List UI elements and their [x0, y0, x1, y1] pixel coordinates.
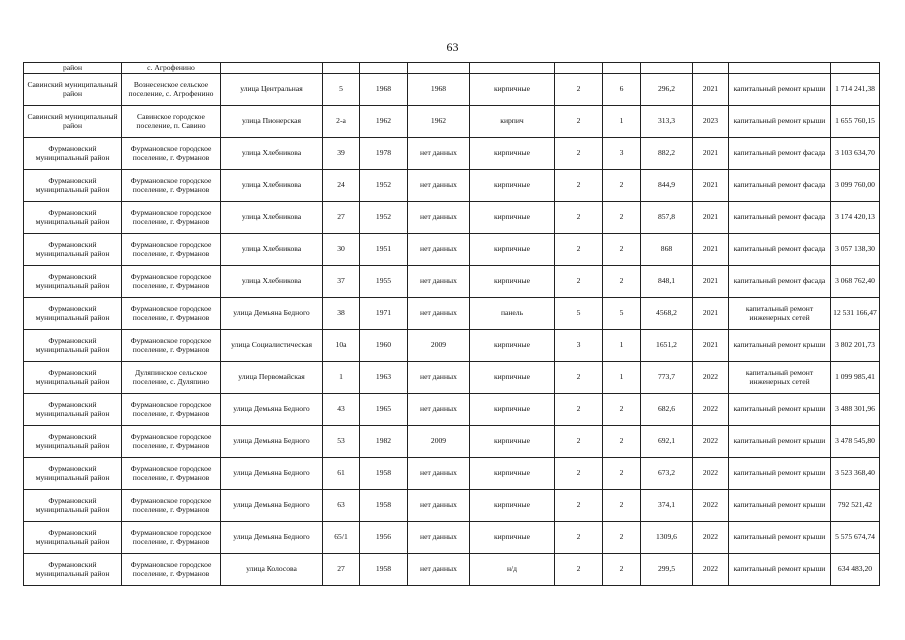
cell-walls: кирпичные — [470, 490, 555, 522]
cell-area: 1651,2 — [641, 330, 693, 362]
table-row — [24, 74, 880, 106]
cell-year-built — [360, 63, 408, 74]
cell-street: улица Демьяна Бедного — [221, 298, 323, 330]
cell-settlement: Фурмановское городское поселение, г. Фурманов — [122, 170, 221, 202]
cell-work: капитальный ремонт крыши — [729, 74, 831, 106]
cell-year-plan: 2021 — [693, 202, 729, 234]
cell-apartments: 2 — [603, 202, 641, 234]
cell-apartments: 2 — [603, 170, 641, 202]
cell-floors: 2 — [555, 490, 603, 522]
cell-year-plan: 2022 — [693, 490, 729, 522]
cell-work: капитальный ремонт крыши — [729, 330, 831, 362]
cell-area: 299,5 — [641, 554, 693, 586]
cell-walls: кирпич — [470, 106, 555, 138]
cell-year-plan: 2022 — [693, 394, 729, 426]
cell-work: капитальный ремонт фасада — [729, 138, 831, 170]
cell-work: капитальный ремонт инженерных сетей — [729, 298, 831, 330]
cell-district: Савинский муниципальный район — [24, 74, 122, 106]
cell-apartments: 2 — [603, 522, 641, 554]
cell-apartments: 2 — [603, 490, 641, 522]
cell-area: 682,6 — [641, 394, 693, 426]
cell-year-built: 1956 — [360, 522, 408, 554]
table-body — [24, 63, 880, 586]
cell-settlement: Савинское городское поселение, п. Савино — [122, 106, 221, 138]
cell-year-plan: 2022 — [693, 426, 729, 458]
cell-settlement: Фурмановское городское поселение, г. Фурманов — [122, 554, 221, 586]
table-row — [24, 394, 880, 426]
cell-house: 39 — [323, 138, 360, 170]
cell-floors: 2 — [555, 362, 603, 394]
cell-year-plan: 2023 — [693, 106, 729, 138]
cell-year-plan: 2021 — [693, 138, 729, 170]
cell-cost: 5 575 674,74 — [831, 522, 880, 554]
table-row — [24, 490, 880, 522]
cell-street: улица Демьяна Бедного — [221, 490, 323, 522]
cell-house: 27 — [323, 554, 360, 586]
cell-floors: 2 — [555, 202, 603, 234]
cell-district: Фурмановский муниципальный район — [24, 234, 122, 266]
cell-settlement: Дуляпинское сельское поселение, с. Дуляпино — [122, 362, 221, 394]
cell-area: 857,8 — [641, 202, 693, 234]
cell-district: Фурмановский муниципальный район — [24, 170, 122, 202]
cell-year-privatized — [408, 63, 470, 74]
cell-year-built: 1968 — [360, 74, 408, 106]
cell-area: 882,2 — [641, 138, 693, 170]
cell-work: капитальный ремонт фасада — [729, 170, 831, 202]
cell-year-plan: 2021 — [693, 234, 729, 266]
cell-year-privatized: 2009 — [408, 330, 470, 362]
cell-floors: 2 — [555, 74, 603, 106]
table-row — [24, 170, 880, 202]
cell-area: 692,1 — [641, 426, 693, 458]
cell-area — [641, 63, 693, 74]
cell-year-privatized: 1968 — [408, 74, 470, 106]
cell-cost: 3 523 368,40 — [831, 458, 880, 490]
cell-area: 374,1 — [641, 490, 693, 522]
cell-district: Фурмановский муниципальный район — [24, 522, 122, 554]
cell-year-plan: 2022 — [693, 458, 729, 490]
cell-year-plan — [693, 63, 729, 74]
cell-apartments: 1 — [603, 362, 641, 394]
cell-cost: 3 488 301,96 — [831, 394, 880, 426]
cell-settlement: Фурмановское городское поселение, г. Фурманов — [122, 394, 221, 426]
cell-apartments: 2 — [603, 266, 641, 298]
cell-walls: кирпичные — [470, 362, 555, 394]
cell-year-plan: 2021 — [693, 266, 729, 298]
cell-year-privatized: нет данных — [408, 490, 470, 522]
cell-settlement: Фурмановское городское поселение, г. Фурманов — [122, 234, 221, 266]
housing-registry-table — [23, 62, 880, 586]
table-row — [24, 522, 880, 554]
table-row — [24, 362, 880, 394]
cell-year-privatized: 2009 — [408, 426, 470, 458]
cell-street: улица Демьяна Бедного — [221, 426, 323, 458]
cell-district: Фурмановский муниципальный район — [24, 554, 122, 586]
cell-settlement: Фурмановское городское поселение, г. Фурманов — [122, 202, 221, 234]
cell-apartments: 1 — [603, 106, 641, 138]
cell-house: 10а — [323, 330, 360, 362]
cell-year-privatized: нет данных — [408, 234, 470, 266]
cell-street: улица Колосова — [221, 554, 323, 586]
cell-walls: кирпичные — [470, 426, 555, 458]
cell-apartments: 3 — [603, 138, 641, 170]
cell-walls: кирпичные — [470, 394, 555, 426]
cell-walls: кирпичные — [470, 138, 555, 170]
cell-district: Фурмановский муниципальный район — [24, 362, 122, 394]
cell-settlement: Вознесенское сельское поселение, с. Агрофенино — [122, 74, 221, 106]
cell-house: 53 — [323, 426, 360, 458]
cell-year-built: 1978 — [360, 138, 408, 170]
cell-year-built: 1952 — [360, 202, 408, 234]
cell-work: капитальный ремонт инженерных сетей — [729, 362, 831, 394]
cell-district: Фурмановский муниципальный район — [24, 490, 122, 522]
cell-cost: 3 057 138,30 — [831, 234, 880, 266]
cell-area: 296,2 — [641, 74, 693, 106]
cell-year-plan: 2021 — [693, 298, 729, 330]
cell-cost: 1 099 985,41 — [831, 362, 880, 394]
cell-year-built: 1971 — [360, 298, 408, 330]
cell-work: капитальный ремонт крыши — [729, 458, 831, 490]
cell-settlement: Фурмановское городское поселение, г. Фурманов — [122, 522, 221, 554]
table-row — [24, 330, 880, 362]
cell-apartments: 1 — [603, 330, 641, 362]
cell-house: 61 — [323, 458, 360, 490]
cell-work: капитальный ремонт фасада — [729, 266, 831, 298]
cell-cost: 1 714 241,38 — [831, 74, 880, 106]
cell-district: Фурмановский муниципальный район — [24, 266, 122, 298]
cell-floors: 2 — [555, 234, 603, 266]
cell-work: капитальный ремонт крыши — [729, 426, 831, 458]
cell-street: улица Хлебникова — [221, 202, 323, 234]
cell-year-built: 1958 — [360, 490, 408, 522]
cell-year-built: 1960 — [360, 330, 408, 362]
cell-area: 313,3 — [641, 106, 693, 138]
cell-house — [323, 63, 360, 74]
cell-cost: 12 531 166,47 — [831, 298, 880, 330]
cell-year-built: 1962 — [360, 106, 408, 138]
cell-settlement: Фурмановское городское поселение, г. Фурманов — [122, 330, 221, 362]
cell-apartments: 2 — [603, 426, 641, 458]
cell-house: 30 — [323, 234, 360, 266]
cell-district: Фурмановский муниципальный район — [24, 298, 122, 330]
cell-settlement: Фурмановское городское поселение, г. Фурманов — [122, 490, 221, 522]
cell-floors: 2 — [555, 266, 603, 298]
cell-floors: 2 — [555, 138, 603, 170]
cell-street: улица Демьяна Бедного — [221, 522, 323, 554]
cell-work: капитальный ремонт фасада — [729, 234, 831, 266]
cell-year-privatized: нет данных — [408, 554, 470, 586]
cell-year-privatized: нет данных — [408, 266, 470, 298]
cell-district: Фурмановский муниципальный район — [24, 138, 122, 170]
cell-work: капитальный ремонт крыши — [729, 554, 831, 586]
cell-street — [221, 63, 323, 74]
table-row — [24, 138, 880, 170]
cell-cost — [831, 63, 880, 74]
cell-district: Савинский муниципальный район — [24, 106, 122, 138]
cell-floors: 2 — [555, 554, 603, 586]
cell-area: 1309,6 — [641, 522, 693, 554]
cell-district: район — [24, 63, 122, 74]
cell-cost: 634 483,20 — [831, 554, 880, 586]
table-row — [24, 266, 880, 298]
cell-year-privatized: нет данных — [408, 522, 470, 554]
cell-cost: 3 099 760,00 — [831, 170, 880, 202]
cell-house: 38 — [323, 298, 360, 330]
table-row — [24, 426, 880, 458]
cell-district: Фурмановский муниципальный район — [24, 458, 122, 490]
cell-year-built: 1958 — [360, 458, 408, 490]
cell-cost: 3 802 201,73 — [831, 330, 880, 362]
cell-cost: 1 655 760,15 — [831, 106, 880, 138]
cell-settlement: Фурмановское городское поселение, г. Фурманов — [122, 266, 221, 298]
cell-street: улица Хлебникова — [221, 138, 323, 170]
cell-street: улица Хлебникова — [221, 170, 323, 202]
cell-walls: кирпичные — [470, 234, 555, 266]
table-row — [24, 554, 880, 586]
cell-year-built: 1955 — [360, 266, 408, 298]
cell-settlement: с. Агрофенино — [122, 63, 221, 74]
cell-house: 5 — [323, 74, 360, 106]
cell-walls: кирпичные — [470, 202, 555, 234]
cell-street: улица Демьяна Бедного — [221, 458, 323, 490]
cell-area: 844,9 — [641, 170, 693, 202]
cell-year-plan: 2021 — [693, 170, 729, 202]
table-row-continued — [24, 63, 880, 74]
cell-settlement: Фурмановское городское поселение, г. Фурманов — [122, 426, 221, 458]
cell-district: Фурмановский муниципальный район — [24, 394, 122, 426]
cell-apartments: 2 — [603, 554, 641, 586]
cell-walls: н/д — [470, 554, 555, 586]
cell-year-built: 1951 — [360, 234, 408, 266]
cell-street: улица Центральная — [221, 74, 323, 106]
cell-year-built: 1982 — [360, 426, 408, 458]
cell-apartments: 6 — [603, 74, 641, 106]
table-row — [24, 106, 880, 138]
cell-cost: 3 174 420,13 — [831, 202, 880, 234]
cell-area: 4568,2 — [641, 298, 693, 330]
cell-year-privatized: нет данных — [408, 458, 470, 490]
cell-year-privatized: нет данных — [408, 170, 470, 202]
cell-cost: 3 478 545,80 — [831, 426, 880, 458]
cell-house: 27 — [323, 202, 360, 234]
cell-walls: кирпичные — [470, 170, 555, 202]
cell-district: Фурмановский муниципальный район — [24, 202, 122, 234]
cell-house: 37 — [323, 266, 360, 298]
cell-work — [729, 63, 831, 74]
cell-work: капитальный ремонт крыши — [729, 394, 831, 426]
cell-walls: кирпичные — [470, 74, 555, 106]
cell-settlement: Фурмановское городское поселение, г. Фурманов — [122, 458, 221, 490]
cell-floors: 2 — [555, 394, 603, 426]
cell-walls — [470, 63, 555, 74]
cell-work: капитальный ремонт фасада — [729, 202, 831, 234]
cell-cost: 792 521,42 — [831, 490, 880, 522]
cell-house: 65/1 — [323, 522, 360, 554]
cell-house: 24 — [323, 170, 360, 202]
table-row — [24, 458, 880, 490]
cell-apartments: 2 — [603, 394, 641, 426]
cell-walls: кирпичные — [470, 330, 555, 362]
cell-floors: 3 — [555, 330, 603, 362]
cell-area: 848,1 — [641, 266, 693, 298]
cell-year-plan: 2022 — [693, 522, 729, 554]
cell-walls: панель — [470, 298, 555, 330]
cell-street: улица Демьяна Бедного — [221, 394, 323, 426]
cell-house: 1 — [323, 362, 360, 394]
cell-walls: кирпичные — [470, 458, 555, 490]
table-row — [24, 234, 880, 266]
cell-street: улица Первомайская — [221, 362, 323, 394]
cell-floors: 2 — [555, 458, 603, 490]
cell-district: Фурмановский муниципальный район — [24, 330, 122, 362]
cell-year-built: 1952 — [360, 170, 408, 202]
cell-house: 43 — [323, 394, 360, 426]
cell-street: улица Пионерская — [221, 106, 323, 138]
table-row — [24, 298, 880, 330]
cell-work: капитальный ремонт крыши — [729, 490, 831, 522]
cell-year-plan: 2022 — [693, 362, 729, 394]
cell-cost: 3 103 634,70 — [831, 138, 880, 170]
cell-apartments — [603, 63, 641, 74]
table-row — [24, 202, 880, 234]
cell-year-privatized: нет данных — [408, 138, 470, 170]
cell-apartments: 2 — [603, 234, 641, 266]
cell-year-privatized: нет данных — [408, 202, 470, 234]
cell-district: Фурмановский муниципальный район — [24, 426, 122, 458]
cell-street: улица Хлебникова — [221, 266, 323, 298]
cell-work: капитальный ремонт крыши — [729, 106, 831, 138]
cell-year-privatized: нет данных — [408, 298, 470, 330]
cell-year-built: 1958 — [360, 554, 408, 586]
cell-year-plan: 2022 — [693, 554, 729, 586]
cell-house: 2-а — [323, 106, 360, 138]
cell-year-privatized: 1962 — [408, 106, 470, 138]
cell-year-privatized: нет данных — [408, 362, 470, 394]
cell-year-plan: 2021 — [693, 74, 729, 106]
cell-settlement: Фурмановское городское поселение, г. Фурманов — [122, 138, 221, 170]
cell-floors: 2 — [555, 106, 603, 138]
cell-year-built: 1963 — [360, 362, 408, 394]
cell-settlement: Фурмановское городское поселение, г. Фурманов — [122, 298, 221, 330]
page-number: 63 — [446, 40, 459, 54]
cell-walls: кирпичные — [470, 522, 555, 554]
cell-floors: 2 — [555, 426, 603, 458]
cell-walls: кирпичные — [470, 266, 555, 298]
cell-apartments: 2 — [603, 458, 641, 490]
cell-area: 773,7 — [641, 362, 693, 394]
cell-floors — [555, 63, 603, 74]
cell-year-built: 1965 — [360, 394, 408, 426]
cell-work: капитальный ремонт крыши — [729, 522, 831, 554]
cell-year-privatized: нет данных — [408, 394, 470, 426]
cell-year-plan: 2021 — [693, 330, 729, 362]
cell-apartments: 5 — [603, 298, 641, 330]
cell-area: 868 — [641, 234, 693, 266]
cell-street: улица Социалистическая — [221, 330, 323, 362]
cell-area: 673,2 — [641, 458, 693, 490]
cell-house: 63 — [323, 490, 360, 522]
cell-floors: 2 — [555, 522, 603, 554]
cell-floors: 2 — [555, 170, 603, 202]
cell-street: улица Хлебникова — [221, 234, 323, 266]
cell-cost: 3 068 762,40 — [831, 266, 880, 298]
cell-floors: 5 — [555, 298, 603, 330]
